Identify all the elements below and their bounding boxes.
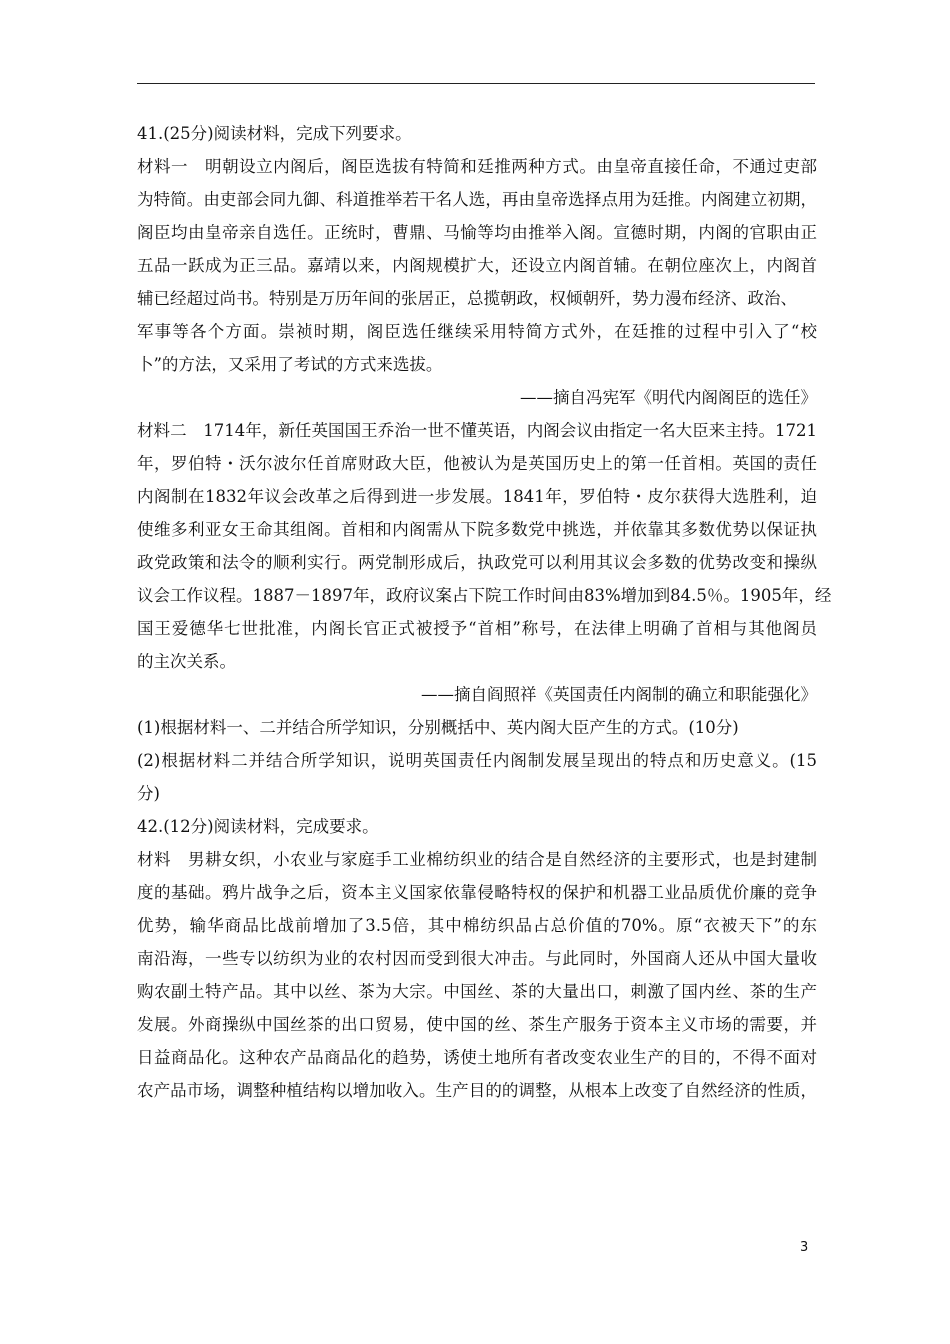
q42-material-line: 材料 男耕女织，小农业与家庭手工业棉纺织业的结合是自然经济的主要形式，也是封建制	[137, 850, 817, 869]
q42-material-line: 优势，输华商品比战前增加了3.5倍，其中棉纺织品占总价值的70%。原“衣被天下”的东	[137, 916, 817, 935]
material2-line: 材料二 1714年，新任英国国王乔治一世不懂英语，内阁会议由指定一名大臣来主持。1721	[137, 421, 817, 440]
q42-material-line: 南沿海，一些专以纺织为业的农村因而受到很大冲击。与此同时，外国商人还从中国大量收	[137, 949, 817, 968]
question-41-1: (1)根据材料一、二并结合所学知识，分别概括中、英内阁大臣产生的方式。(10分)	[137, 718, 739, 737]
question-41-2: (2)根据材料二并结合所学知识，说明英国责任内阁制发展呈现出的特点和历史意义。(15	[137, 751, 817, 770]
material1-line: 阁臣均由皇帝亲自选任。正统时，曹鼎、马愉等均由推举入阁。宣德时期，内阁的官职由正	[137, 223, 817, 242]
header-rule	[137, 83, 815, 84]
material2-source: ——摘自阎照祥《英国责任内阁制的确立和职能强化》	[421, 685, 817, 704]
material2-line: 的主次关系。	[137, 652, 236, 671]
page-content	[137, 117, 832, 1107]
material1-line: 辅已经超过尚书。特别是万历年间的张居正，总揽朝政，权倾朝歼，势力漫布经济、政治、	[137, 289, 797, 308]
q42-header: 42.(12分)阅读材料，完成要求。	[137, 817, 379, 836]
material2-line: 国王爱德华七世批准，内阁长官正式被授予“首相”称号，在法律上明确了首相与其他阁员	[137, 619, 817, 638]
material1-line: 为特简。由吏部会同九御、科道推举若干名人选，再由皇帝选择点用为廷推。内阁建立初期，	[137, 190, 817, 209]
q42-material-line: 发展。外商操纵中国丝茶的出口贸易，使中国的丝、茶生产服务于资本主义市场的需要，并	[137, 1015, 817, 1034]
question-41-2-cont: 分)	[137, 784, 160, 803]
material1-line: 军事等各个方面。崇祯时期，阁臣选任继续采用特简方式外，在廷推的过程中引入了“校	[137, 322, 817, 341]
material1-line: 卜”的方法，又采用了考试的方式来选拔。	[137, 355, 443, 374]
material1-line: 五品一跃成为正三品。嘉靖以来，内阁规模扩大，还设立内阁首辅。在朝位座次上，内阁首	[137, 256, 817, 275]
q41-header: 41.(25分)阅读材料，完成下列要求。	[137, 124, 412, 143]
material1-source: ——摘自冯宪军《明代内阁阁臣的选任》	[520, 388, 817, 407]
q42-material-line: 度的基础。鸦片战争之后，资本主义国家依靠侵略特权的保护和机器工业品质优价廉的竞争	[137, 883, 817, 902]
q42-material-line: 农产品市场，调整种植结构以增加收入。生产目的的调整，从根本上改变了自然经济的性质，	[137, 1081, 817, 1100]
material1-line: 材料一 明朝设立内阁后，阁臣选拔有特简和廷推两种方式。由皇帝直接任命，不通过吏部	[137, 157, 817, 176]
material2-line: 内阁制在1832年议会改革之后得到进一步发展。1841年，罗伯特・皮尔获得大选胜利，迫	[137, 487, 817, 506]
material2-line: 议会工作议程。1887－1897年，政府议案占下院工作时间由83%增加到84.5％。1905年，经	[137, 586, 832, 605]
page-number: 3	[800, 1240, 809, 1255]
q42-material-line: 日益商品化。这种农产品商品化的趋势，诱使土地所有者改变农业生产的目的，不得不面对	[137, 1048, 817, 1067]
material2-line: 政党政策和法令的顺利实行。两党制形成后，执政党可以利用其议会多数的优势改变和操纵	[137, 553, 817, 572]
material2-line: 年，罗伯特・沃尔波尔任首席财政大臣，他被认为是英国历史上的第一任首相。英国的责任	[137, 454, 817, 473]
q42-material-line: 购农副土特产品。其中以丝、茶为大宗。中国丝、茶的大量出口，刺激了国内丝、茶的生产	[137, 982, 817, 1001]
material2-line: 使维多利亚女王命其组阁。首相和内阁需从下院多数党中挑选，并依靠其多数优势以保证执	[137, 520, 817, 539]
